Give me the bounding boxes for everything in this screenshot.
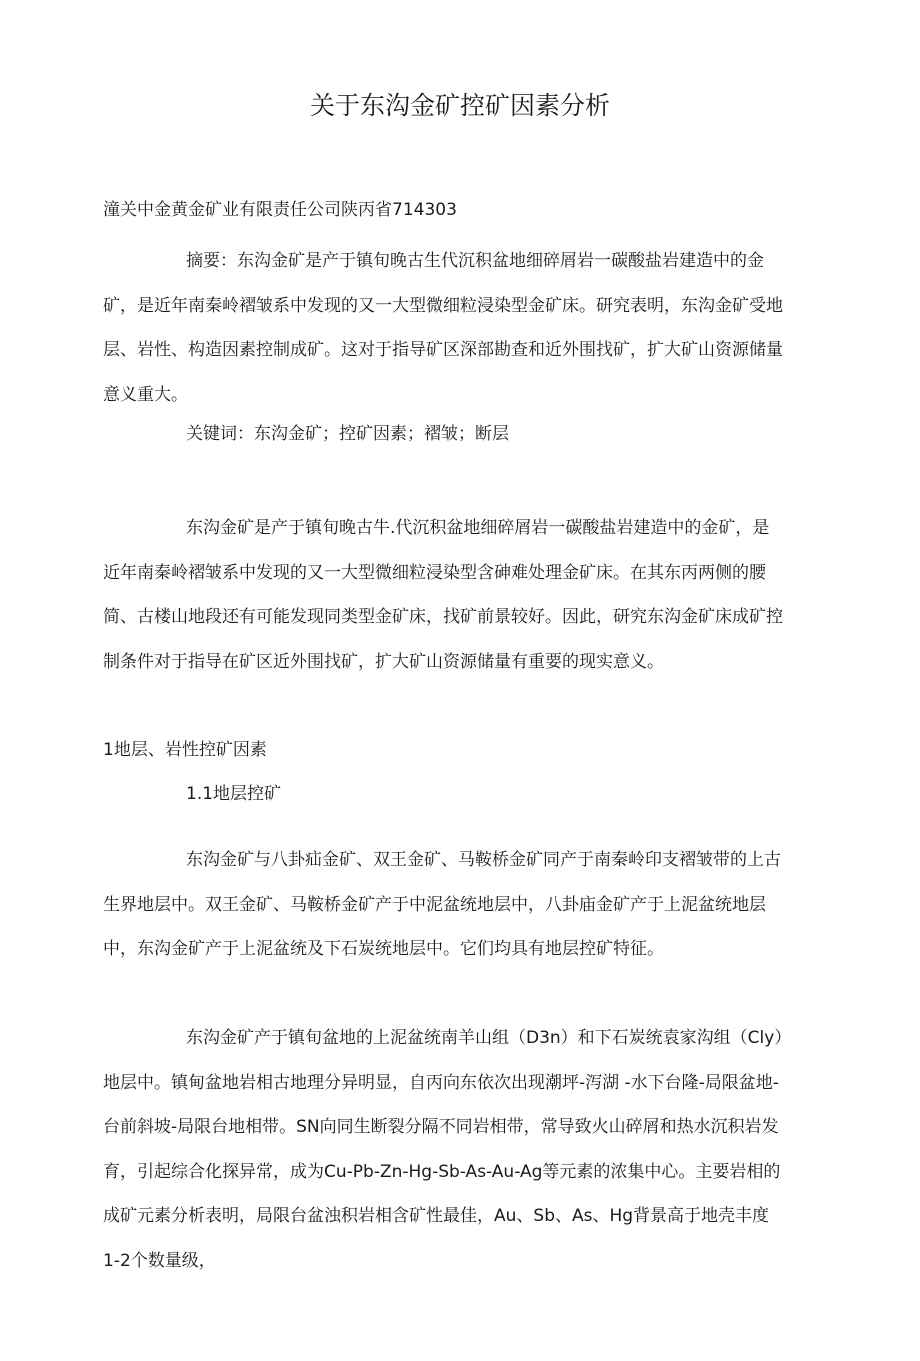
keywords-line: 关键词：东沟金矿；控矿因素；褶皱；断层	[186, 424, 509, 444]
section-heading-1: 1地层、岩性控矿因素	[103, 740, 267, 760]
intro-paragraph: 东沟金矿是产于镇旬晚古牛.代沉积盆地细碎屑岩一碳酸盐岩建造中的金矿，是近年南秦岭褶皱系中发现的又一大型微细粒浸染型含砷难处理金矿床。在其东丙两侧的腰简、古楼山地段还有可能发现同类型金矿床，找矿前景较好。因此，研究东沟金矿床成矿控制条件对于指导在矿区近外围找矿，扩大矿山资源储量有重要的现实意义。	[103, 518, 783, 672]
body-paragraph: 东沟金矿产于镇旬盆地的上泥盆统南羊山组（D3n）和下石炭统袁家沟组（Cly）地层中。镇甸盆地岩相古地理分异明显，自丙向东依次出现潮坪-泻湖 -水下台隆-局限盆地-台前斜坡-局限台地相带。SN向同生断裂分隔不同岩相带，常导致火山碎屑和热水沉积岩发育，引起综合化探异常，成为Cu-Pb-Zn-Hg-Sb-As-Au-Ag等元素的浓集中心。主要岩相的成矿元素分析表明，局限台盆浊积岩相含矿性最佳，Au、Sb、As、Hg背景高于地壳丰度1-2个数量级，	[103, 1028, 783, 1271]
author-affiliation: 潼关中金黄金矿业有限责任公司陕丙省714303	[103, 200, 457, 220]
section-heading-1-1: 1.1地层控矿	[186, 784, 282, 804]
document-title: 关于东沟金矿控矿因素分析	[309, 91, 610, 120]
body-paragraph: 东沟金矿与八卦疝金矿、双王金矿、马鞍桥金矿同产于南秦岭印支褶皱带的上古生界地层中。双王金矿、马鞍桥金矿产于中泥盆统地层中，八卦庙金矿产于上泥盆统地层中，东沟金矿产于上泥盆统及下石炭统地层中。它们均具有地层控矿特征。	[103, 850, 781, 959]
abstract-paragraph: 摘要：东沟金矿是产于镇旬晚古生代沉积盆地细碎屑岩一碳酸盐岩建造中的金矿，是近年南秦岭褶皱系中发现的又一大型微细粒浸染型金矿床。研究表明，东沟金矿受地层、岩性、构造因素控制成矿。这对于指导矿区深部勘查和近外围找矿，扩大矿山资源储量意义重大。	[103, 251, 783, 405]
